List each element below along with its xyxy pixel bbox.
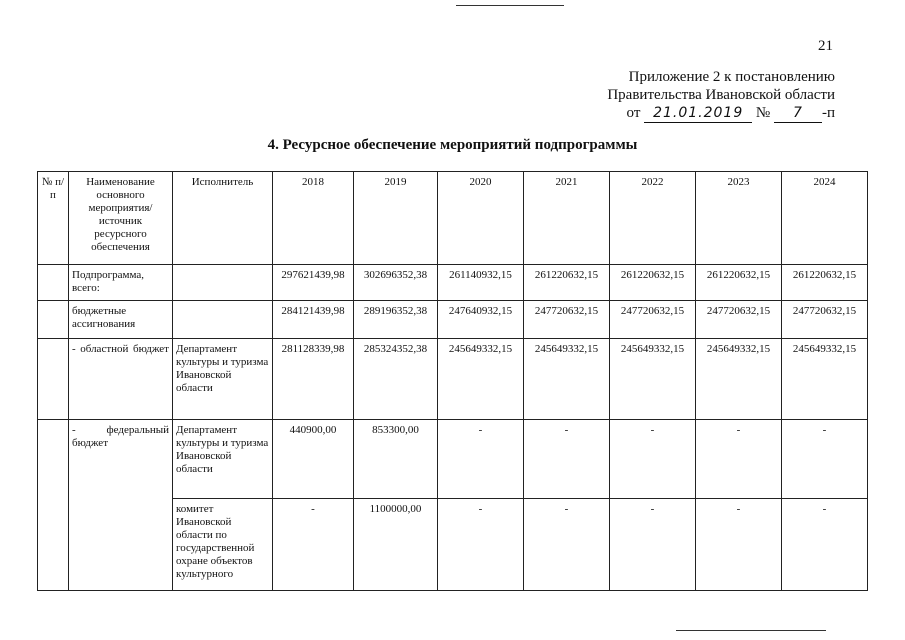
value-2019: 1100000,00: [354, 499, 438, 591]
value-2018: 281128339,98: [273, 339, 354, 420]
row-no: [38, 265, 69, 301]
value-2019: 302696352,38: [354, 265, 438, 301]
page-number: 21: [818, 38, 833, 54]
value-2021: 245649332,15: [524, 339, 610, 420]
row-executor: [173, 265, 273, 301]
value-2022: 247720632,15: [610, 301, 696, 339]
decree-number: 7: [774, 104, 822, 123]
decree-date: 21.01.2019: [644, 104, 752, 123]
row-executor: Департамент культуры и туризма Ивановской области: [173, 420, 273, 499]
value-2022: -: [610, 420, 696, 499]
value-2020: 247640932,15: [438, 301, 524, 339]
table-row-budget-allocations: [38, 301, 868, 339]
value-2019: 853300,00: [354, 420, 438, 499]
value-2018: 440900,00: [273, 420, 354, 499]
value-2021: 247720632,15: [524, 301, 610, 339]
value-2021: -: [524, 499, 610, 591]
header-year-2020: 2020: [438, 172, 524, 265]
table-row-federal-budget: [38, 420, 868, 499]
row-executor: Департамент культуры и туризма Ивановской области: [173, 339, 273, 420]
from-label: от: [626, 105, 641, 121]
header-name: Наименование основного мероприятия/ источник ресурсного обеспечения: [69, 172, 173, 265]
row-name: - областной бюджет: [69, 339, 173, 420]
row-name: Подпрограмма, всего:: [69, 265, 173, 301]
header-year-2018: 2018: [273, 172, 354, 265]
value-2022: 245649332,15: [610, 339, 696, 420]
value-2024: -: [782, 420, 868, 499]
value-2024: 247720632,15: [782, 301, 868, 339]
header-year-2019: 2019: [354, 172, 438, 265]
header-year-2024: 2024: [782, 172, 868, 265]
bottom-rule: [676, 630, 826, 631]
row-no: [38, 420, 69, 591]
resource-table: [37, 171, 868, 591]
row-name: - федеральный бюджет: [69, 420, 173, 591]
value-2023: -: [696, 420, 782, 499]
header-year-2023: 2023: [696, 172, 782, 265]
value-2019: 289196352,38: [354, 301, 438, 339]
value-2018: 297621439,98: [273, 265, 354, 301]
table-row-subprogram-total: [38, 265, 868, 301]
value-2018: -: [273, 499, 354, 591]
decree-line: [607, 104, 835, 123]
document-title: 4. Ресурсное обеспечение мероприятий подпрограммы: [267, 137, 638, 153]
value-2022: -: [610, 499, 696, 591]
number-label: №: [755, 105, 771, 121]
header-year-2022: 2022: [610, 172, 696, 265]
value-2024: 261220632,15: [782, 265, 868, 301]
row-no: [38, 301, 69, 339]
header-no: № п/п: [38, 172, 69, 265]
value-2020: -: [438, 420, 524, 499]
top-rule: [456, 5, 564, 6]
header-row: [38, 172, 868, 265]
value-2022: 261220632,15: [610, 265, 696, 301]
value-2020: 245649332,15: [438, 339, 524, 420]
header-executor: Исполнитель: [173, 172, 273, 265]
header-year-2021: 2021: [524, 172, 610, 265]
value-2020: 261140932,15: [438, 265, 524, 301]
value-2023: 245649332,15: [696, 339, 782, 420]
value-2019: 285324352,38: [354, 339, 438, 420]
row-executor: [173, 301, 273, 339]
appendix-line-2: Правительства Ивановской области: [607, 87, 835, 103]
value-2021: -: [524, 420, 610, 499]
value-2021: 261220632,15: [524, 265, 610, 301]
table-row-regional-budget: [38, 339, 868, 420]
row-no: [38, 339, 69, 420]
appendix-block: [607, 68, 835, 123]
value-2023: 261220632,15: [696, 265, 782, 301]
row-name: бюджетные ассигнования: [69, 301, 173, 339]
value-2023: -: [696, 499, 782, 591]
row-executor: комитет Ивановской области по государственной охране объектов культурного: [173, 499, 273, 591]
value-2020: -: [438, 499, 524, 591]
value-2018: 284121439,98: [273, 301, 354, 339]
value-2024: -: [782, 499, 868, 591]
value-2024: 245649332,15: [782, 339, 868, 420]
value-2023: 247720632,15: [696, 301, 782, 339]
decree-suffix: -п: [821, 105, 835, 121]
appendix-line-1: Приложение 2 к постановлению: [628, 69, 835, 85]
